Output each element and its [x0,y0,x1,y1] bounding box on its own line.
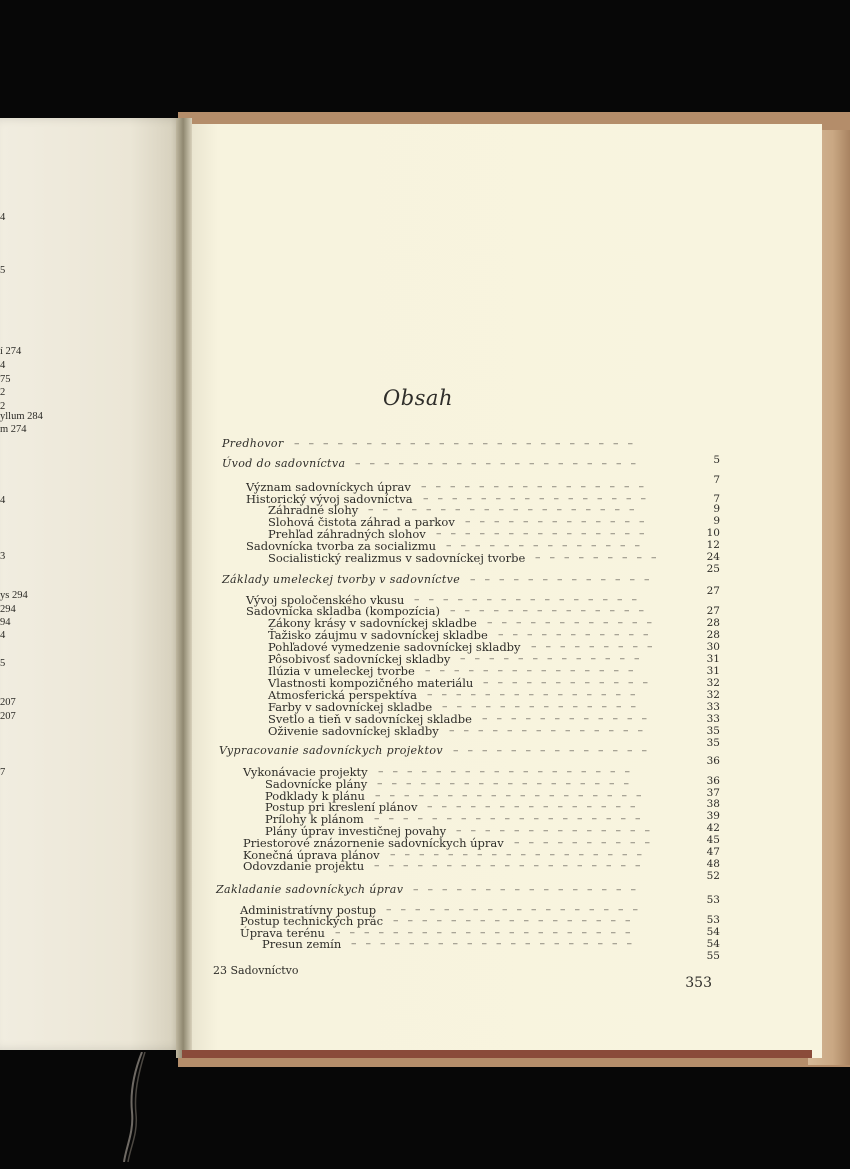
toc-entry: Pohľadové vymedzenie sadovníckej skladby [268,640,521,654]
left-index-fragment: m 274 [0,424,27,435]
dot-leader: ––––––––––––––– [425,665,643,677]
dot-leader: –––––––––––––– [450,605,653,617]
toc-entry: Vývoj spoločenského vkusu [246,593,405,607]
dot-leader: –––––––––––––––––– [378,766,639,778]
toc-page-number: 39 [706,810,720,822]
dot-leader: –––––––––––––– [449,725,652,737]
toc-entry: Vlastnosti kompozičného materiálu [268,676,474,690]
toc-page-number: 32 [706,677,720,689]
toc-page-number: 54 [706,938,720,950]
toc-page-number: 33 [706,701,720,713]
toc-page-number: 28 [706,617,720,629]
toc-page-number: 35 [706,737,720,749]
dot-leader: ––––––––––––– [470,574,659,586]
toc-entry: Vykonávacie projekty [243,765,368,779]
left-page [0,118,186,1050]
page-number: 353 [685,975,712,991]
left-index-fragment: 207 [0,711,16,722]
left-index-fragment: í 274 [0,346,22,357]
toc-page-number: 52 [706,870,720,882]
toc-entry: Slohová čistota záhrad a parkov [268,515,455,529]
dot-leader: –––––––––––– [482,713,656,725]
toc-page-number: 12 [706,539,720,551]
toc-chapter: Predhovor [222,437,284,450]
toc-page-number: 5 [713,454,720,466]
toc-page-number: 7 [713,493,720,505]
dot-leader: ––––––––––––––––––––– [335,927,640,939]
dot-leader: –––––––––––––––– [421,481,653,493]
dot-leader: –––––––––––––––– [413,884,645,896]
toc-entry: Svetlo a tieň v sadovníckej skladbe [268,712,472,726]
toc-entry: Prehľad záhradných slohov [268,527,426,541]
toc-page-number: 37 [706,787,720,799]
toc-entry: Socialistický realizmus v sadovníckej tvorbe [268,551,526,565]
toc-page-number: 53 [706,894,720,906]
toc-chapter: Zakladanie sadovníckych úprav [216,883,404,896]
toc-entry: Záhradné slohy [268,503,359,517]
toc-entry: Postup pri kreslení plánov [265,800,418,814]
toc-page-number: 27 [706,585,720,597]
toc-page-number: 35 [706,725,720,737]
toc-entry: Oživenie sadovníckej skladby [268,724,439,738]
toc-page-number: 31 [706,653,720,665]
left-index-fragment: 94 [0,617,11,628]
dot-leader: ––––––––––– [498,629,658,641]
toc-page-number: 9 [713,515,720,527]
book-bottom-edge [182,1050,812,1058]
toc-entry: Úprava terénu [240,926,325,940]
dot-leader: –––––––––––––––––– [386,904,647,916]
toc-entry: Odovzdanie projektu [243,859,365,873]
toc-entry: Konečná úprava plánov [243,848,380,862]
toc-entry: Administratívny postup [240,903,377,917]
left-index-fragment: 2 [0,387,6,398]
toc-entry: Sadovnícka skladba (kompozícia) [246,604,440,618]
page-title: Obsah [383,386,453,410]
left-index-fragment: 7 [0,767,6,778]
dot-leader: –––––––––––––– [456,825,659,837]
dot-leader: ––––––––––––––––––– [374,860,650,872]
dot-leader: ––––––––––––––––– [393,915,640,927]
dot-leader: ––––––––––––––––––– [374,813,650,825]
toc-page-number: 24 [706,551,720,563]
dot-leader: –––––––––––– [487,617,661,629]
dot-leader: –––––––––––– [483,677,657,689]
bookmark-ribbon [120,1052,150,1162]
toc-entry: Sadovnícka tvorba za socializmu [246,539,437,553]
toc-entry: Prílohy k plánom [265,812,364,826]
dot-leader: ––––––––––––––––––– [375,790,651,802]
left-index-fragment: 4 [0,360,6,371]
toc-page-number: 9 [713,503,720,515]
left-index-fragment: 4 [0,630,6,641]
dot-leader: ––––––––––––– [460,653,649,665]
toc-page-number: 32 [706,689,720,701]
dot-leader: –––––––––––––– [446,540,649,552]
toc-page-number: 7 [713,474,720,486]
toc-page-number: 28 [706,629,720,641]
toc-page-number: 31 [706,665,720,677]
left-index-fragment: yllum 284 [0,411,43,422]
dot-leader: ––––––––––––––– [427,801,645,813]
toc-entry: Atmosferická perspektíva [268,688,417,702]
toc-page-number: 47 [706,846,720,858]
dot-leader: –––––––––––––––––––––––– [294,438,642,450]
toc-entry: Sadovnícke plány [265,777,368,791]
toc-page-number: 38 [706,798,720,810]
dot-leader: ––––––––––––––––––– [368,504,644,516]
dot-leader: ––––––––– [531,641,662,653]
toc-entry: Pôsobivosť sadovníckej skladby [268,652,451,666]
toc-page-number: 42 [706,822,720,834]
toc-page-number: 33 [706,713,720,725]
dot-leader: ––––––––––––––– [427,689,645,701]
toc-entry: Ťažisko záujmu v sadovníckej skladbe [268,628,488,642]
left-index-fragment: 5 [0,658,6,669]
left-index-fragment: 3 [0,551,6,562]
toc-page-number: 36 [706,775,720,787]
toc-entry: Presun zemín [262,937,342,951]
toc-page-number: 55 [706,950,720,962]
left-index-fragment: 75 [0,374,11,385]
left-index-fragment: 207 [0,697,16,708]
left-index-fragment: 2 [0,401,6,412]
dot-leader: –––––––––––––––– [414,594,646,606]
toc-chapter: Základy umeleckej tvorby v sadovníctve [222,573,461,586]
left-index-fragment: 5 [0,265,6,276]
left-index-fragment: 294 [0,604,16,615]
toc-page-number: 30 [706,641,720,653]
left-index-fragment: 4 [0,212,6,223]
toc-entry: Plány úprav investičnej povahy [265,824,447,838]
dot-leader: –––––––––––––––––– [390,849,651,861]
toc-page-number: 25 [706,563,720,575]
toc-page-number: 54 [706,926,720,938]
dot-leader: ––––––––––––––– [436,528,654,540]
toc-chapter: Vypracovanie sadovníckych projektov [219,744,443,757]
dot-leader: –––––––––– [514,837,659,849]
toc-entry: Historický vývoj sadovníctva [246,492,413,506]
toc-page-number: 53 [706,914,720,926]
left-index-fragment: ys 294 [0,590,28,601]
dot-leader: –––––––––––––––––––– [355,458,645,470]
toc-page-number: 10 [706,527,720,539]
toc-chapter: Úvod do sadovníctva [222,457,346,470]
toc-entry: Ilúzia v umeleckej tvorbe [268,664,415,678]
page-gutter [176,118,192,1058]
toc-entry: Podklady k plánu [265,789,365,803]
toc-entry: Priestorové znázornenie sadovníckych úprav [243,836,504,850]
dot-leader: –––––––––––––––– [423,493,655,505]
toc-page-number: 27 [706,605,720,617]
dot-leader: –––––––––––––––––– [377,778,638,790]
dot-leader: –––––––––––––––––––– [351,938,641,950]
left-index-fragment: 4 [0,495,6,506]
toc-page-number: 48 [706,858,720,870]
toc-entry: Zákony krásy v sadovníckej skladbe [268,616,477,630]
toc-entry: Postup technických prác [240,914,384,928]
dot-leader: ––––––––– [535,552,666,564]
toc-page-number: 36 [706,755,720,767]
toc-entry: Farby v sadovníckej skladbe [268,700,433,714]
signature-mark: 23 Sadovníctvo [213,964,299,977]
toc-page-number: 45 [706,834,720,846]
toc-entry: Význam sadovníckych úprav [246,480,411,494]
dot-leader: ––––––––––––– [465,516,654,528]
dot-leader: –––––––––––––– [453,745,656,757]
dot-leader: –––––––––––––– [442,701,645,713]
